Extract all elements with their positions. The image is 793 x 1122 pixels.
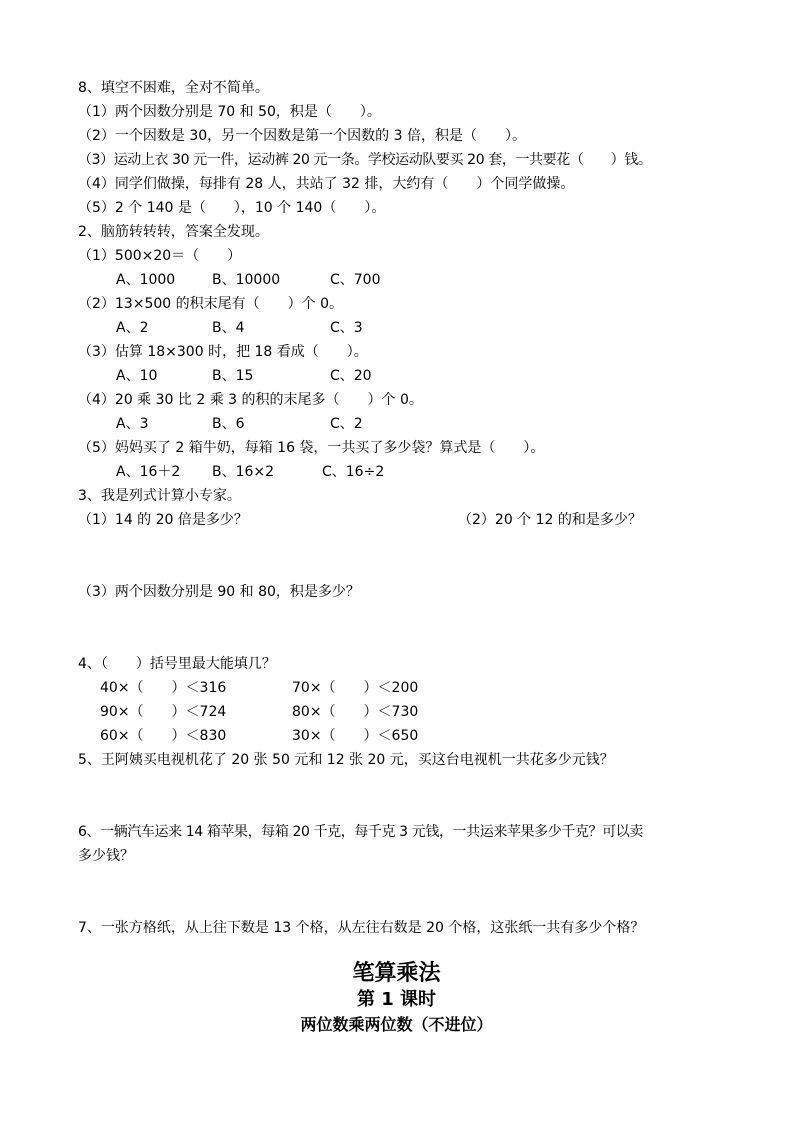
q2-item-3-stem: （3）估算 18×300 时，把 18 看成（ ）。 xyxy=(78,344,368,360)
q2-item-4-option-a: A、3 xyxy=(116,416,149,432)
q2-item-1-option-a: A、1000 xyxy=(116,272,176,288)
q3-heading: 3、我是列式计算小专家。 xyxy=(78,488,241,504)
q2-item-2-option-c: C、3 xyxy=(330,320,363,336)
q2-item-5-option-b: B、16×2 xyxy=(212,464,275,480)
q6-line-1: 6、一辆汽车运来 14 箱苹果，每箱 20 千克，每千克 3 元钱，一共运来苹果多少千克？可以卖 xyxy=(78,824,643,840)
q2-item-3-option-a: A、10 xyxy=(116,368,158,384)
q4-right-3: 30×（ ）＜650 xyxy=(292,728,419,744)
q2-item-1-option-b: B、10000 xyxy=(212,272,281,288)
q2-item-3-option-c: C、20 xyxy=(330,368,372,384)
q2-item-4-stem: （4）20 乘 30 比 2 乘 3 的积的末尾多（ ）个 0。 xyxy=(78,392,423,408)
q6-line-2: 多少钱？ xyxy=(78,848,134,864)
q2-item-4-option-c: C、2 xyxy=(330,416,363,432)
q3-item-3: （3）两个因数分别是 90 和 80，积是多少？ xyxy=(78,584,360,600)
q2-item-2-option-b: B、4 xyxy=(212,320,245,336)
q2-item-4-option-b: B、6 xyxy=(212,416,245,432)
q4-right-2: 80×（ ）＜730 xyxy=(292,704,419,720)
q8-item-4: （4）同学们做操，每排有 28 人，共站了 32 排，大约有（ ）个同学做操。 xyxy=(78,176,575,192)
q2-item-2-option-a: A、2 xyxy=(116,320,149,336)
q2-heading: 2、脑筋转转转，答案全发现。 xyxy=(78,224,269,240)
lesson-subtitle: 两位数乘两位数（不进位） xyxy=(300,1015,493,1034)
q7-text: 7、一张方格纸，从上往下数是 13 个格，从左往右数是 20 个格，这张纸一共有多少个格？ xyxy=(78,920,645,936)
q2-item-2-stem: （2）13×500 的积末尾有（ ）个 0。 xyxy=(78,296,343,312)
q3-item-2: （2）20 个 12 的和是多少？ xyxy=(458,512,642,528)
q2-item-1-option-c: C、700 xyxy=(330,272,381,288)
q2-item-5-option-c: C、16÷2 xyxy=(322,464,385,480)
q4-left-2: 90×（ ）＜724 xyxy=(100,704,227,720)
lesson-title: 笔算乘法 xyxy=(352,961,441,986)
q5-text: 5、王阿姨买电视机花了 20 张 50 元和 12 张 20 元，买这台电视机一共花多少元钱？ xyxy=(78,752,614,768)
q3-item-1: （1）14 的 20 倍是多少？ xyxy=(78,512,248,528)
q4-heading: 4、（ ）括号里最大能填几？ xyxy=(78,656,276,672)
q4-right-1: 70×（ ）＜200 xyxy=(292,680,419,696)
q2-item-1-stem: （1）500×20＝（ ） xyxy=(78,248,242,264)
q4-left-3: 60×（ ）＜830 xyxy=(100,728,227,744)
q4-left-1: 40×（ ）＜316 xyxy=(100,680,227,696)
q8-item-1: （1）两个因数分别是 70 和 50，积是（ ）。 xyxy=(78,104,381,120)
lesson-period: 第 1 课时 xyxy=(356,989,437,1010)
q8-item-5: （5）2 个 140 是（ ），10 个 140（ ）。 xyxy=(78,200,386,216)
q2-item-5-option-a: A、16＋2 xyxy=(116,464,181,480)
q8-heading: 8、填空不困难，全对不简单。 xyxy=(78,80,269,96)
q2-item-5-stem: （5）妈妈买了 2 箱牛奶，每箱 16 袋，一共买了多少袋？算式是（ ）。 xyxy=(78,440,545,456)
q8-item-2: （2）一个因数是 30，另一个因数是第一个因数的 3 倍，积是（ ）。 xyxy=(78,128,526,144)
q2-item-3-option-b: B、15 xyxy=(212,368,254,384)
q8-item-3: （3）运动上衣 30 元一件，运动裤 20 元一条。学校运动队要买 20 套，一共要花（ ）钱。 xyxy=(78,152,652,168)
